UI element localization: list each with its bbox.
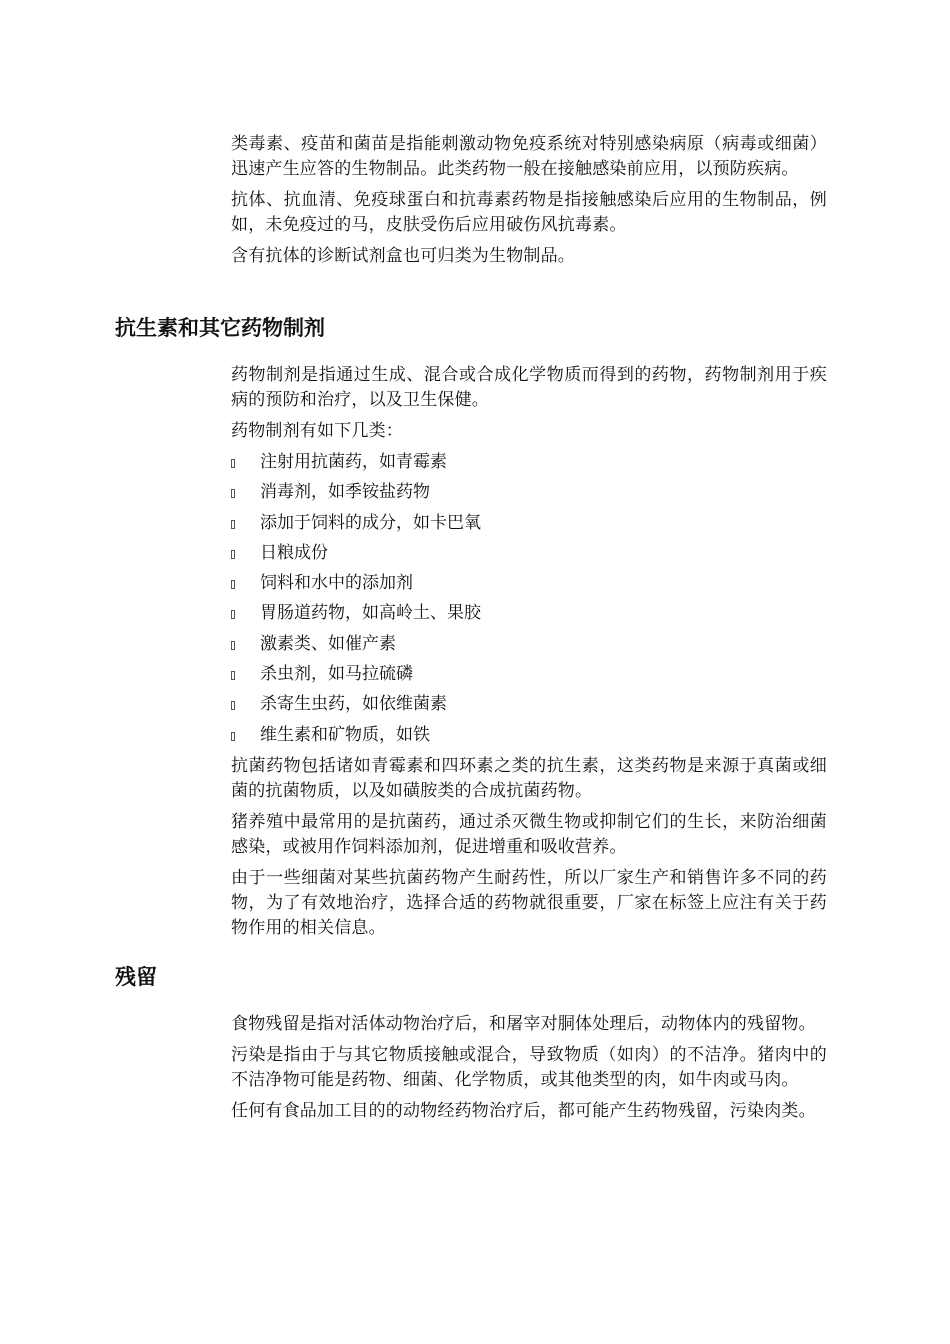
bullet-icon [231, 520, 235, 529]
bullet-icon [231, 580, 235, 589]
residue-paragraph-definition: 食物残留是指对活体动物治疗后，和屠宰对胴体处理后，动物体内的残留物。 [231, 1014, 816, 1034]
heading-antibiotics: 抗生素和其它药物制剂 [115, 316, 325, 340]
list-item-text: 日粮成份 [260, 542, 328, 563]
list-item [231, 662, 827, 687]
drug-category-list [231, 450, 827, 748]
residue-paragraph-food-animals: 任何有食品加工目的的动物经药物治疗后，都可能产生药物残留，污染肉类。 [231, 1101, 816, 1121]
bullet-icon [231, 671, 235, 680]
antibiotics-paragraph-resistance: 由于一些细菌对某些抗菌药物产生耐药性，所以厂家生产和销售许多不同的药物，为了有效地治疗，选择合适的药物就很重要，厂家在标签上应注有关于药物作用的相关信息。 [231, 867, 827, 938]
bullet-icon [231, 701, 235, 710]
list-item [231, 692, 827, 717]
list-item-text: 饲料和水中的添加剂 [260, 573, 413, 594]
intro-paragraph-toxoids: 类毒素、疫苗和菌苗是指能刺激动物免疫系统对特别感染病原（病毒或细菌）迅速产生应答的生物制品。此类药物一般在接触感染前应用，以预防疾病。 [231, 134, 827, 179]
bullet-icon [231, 550, 235, 559]
intro-paragraph-antibodies: 抗体、抗血清、免疫球蛋白和抗毒素药物是指接触感染后应用的生物制品，例如，未免疫过的马，皮肤受伤后应用破伤风抗毒素。 [231, 190, 827, 235]
list-item [231, 450, 827, 475]
list-item-text: 消毒剂，如季铵盐药物 [260, 482, 430, 503]
list-item [231, 571, 827, 596]
residue-section [231, 1012, 827, 1130]
list-item [231, 723, 827, 748]
list-item-text: 注射用抗菌药，如青霉素 [260, 452, 447, 472]
bullet-icon [231, 641, 235, 650]
list-item [231, 480, 827, 505]
intro-section [231, 132, 827, 275]
list-item-text: 激素类、如催产素 [260, 633, 396, 654]
list-item [231, 511, 827, 536]
list-item-text: 添加于饲料的成分，如卡巴氧 [260, 512, 481, 533]
antibiotics-paragraph-sources: 抗菌药物包括诸如青霉素和四环素之类的抗生素，这类药物是来源于真菌或细菌的抗菌物质，以及如磺胺类的合成抗菌药物。 [231, 755, 827, 801]
list-item [231, 541, 827, 566]
list-item [231, 601, 827, 626]
list-item [231, 632, 827, 657]
antibiotics-paragraph-categories: 药物制剂有如下几类： [231, 421, 403, 441]
list-item-text: 胃肠道药物，如高岭土、果胶 [260, 603, 481, 624]
bullet-icon [231, 489, 235, 498]
antibiotics-paragraph-definition: 药物制剂是指通过生成、混合或合成化学物质而得到的药物，药物制剂用于疾病的预防和治疗，以及卫生保健。 [231, 365, 827, 410]
bullet-icon [231, 459, 235, 468]
residue-paragraph-contamination: 污染是指由于与其它物质接触或混合，导致物质（如肉）的不洁净。猪肉中的不洁净物可能是药物、细菌、化学物质，或其他类型的肉，如牛肉或马肉。 [231, 1045, 827, 1090]
antibiotics-section [231, 363, 827, 947]
antibiotics-paragraph-pig-usage: 猪养殖中最常用的是抗菌药，通过杀灭微生物或抑制它们的生长，来防治细菌感染，或被用作饲料添加剂，促进增重和吸收营养。 [231, 811, 827, 857]
intro-paragraph-diagnostic-kits: 含有抗体的诊断试剂盒也可归类为生物制品。 [231, 246, 575, 266]
bullet-icon [231, 610, 235, 619]
bullet-icon [231, 732, 235, 741]
list-item-text: 杀虫剂，如马拉硫磷 [260, 664, 413, 685]
list-item-text: 维生素和矿物质，如铁 [260, 724, 430, 745]
heading-residue: 残留 [115, 965, 157, 989]
list-item-text: 杀寄生虫药，如依维菌素 [260, 694, 447, 715]
